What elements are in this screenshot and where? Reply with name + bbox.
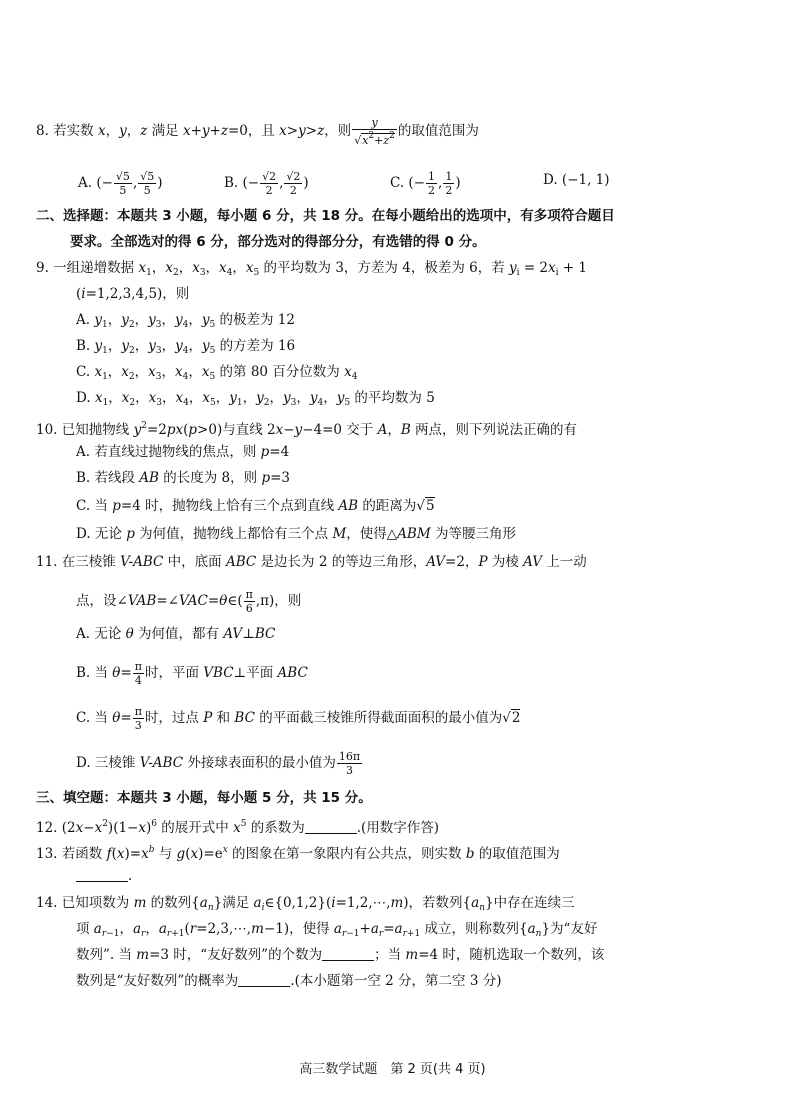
question-14-line4: 数列是“友好数列”的概率为 .(本小题第一空 2 分，第二空 3 分)	[76, 973, 502, 989]
answer-blank[interactable]	[76, 869, 128, 882]
question-11-option-d: D. 三棱锥 V-ABC 外接球表面积的最小值为 $\frac{16\pi}{3}$	[76, 750, 361, 777]
question-14-line1: 14. 已知项数为 m 的数列$\{a_n\}$满足 $a_i\in\{0,1,2\}(i=1,2,\cdots,m)$，若数列$\{a_n\}$中存在连续三	[36, 895, 575, 913]
page-footer: 高三数学试题 第 2 页(共 4 页)	[299, 1062, 486, 1077]
question-9-stem-line2: (i=1,2,3,4,5)，则	[76, 286, 190, 302]
section-2-heading-line2: 要求。全部选对的得 6 分，部分选对的得部分分，有选错的得 0 分。	[70, 234, 486, 250]
question-8-option-c: C. (− $\frac{1}{2}$ , $\frac{1}{2}$ )	[390, 170, 461, 197]
question-10-option-b: B. 若线段 AB 的长度为 8，则 p=3	[76, 470, 290, 486]
question-8-option-b: B. (− $\frac{√2}{2}$ , $\frac{√2}{2}$ )	[224, 170, 309, 197]
question-14-line3: 数列”. 当 m=3 时，“友好数列”的个数为 ；当 m=4 时，随机选取一个数列，该	[76, 947, 605, 963]
question-8-option-d: D. (−1, 1)	[543, 172, 610, 188]
question-8-stem: 8. 若实数 x，y，z 满足 x+y+z=0，且 x>y>z，则 $\frac{y}{√x^2+z^2}$ 的取值范围为	[36, 116, 479, 147]
question-9-option-c: C. $x_1$，$x_2$，$x_3$，$x_4$，$x_5$ 的第 80 百分位数为 $x_4$	[76, 364, 358, 382]
question-13-line2: .	[76, 866, 132, 886]
question-10-option-a: A. 若直线过抛物线的焦点，则 p=4	[76, 444, 290, 460]
answer-blank[interactable]	[305, 821, 357, 834]
question-10-option-d: D. 无论 p 为何值，抛物线上都恰有三个点 M，使得△ABM 为等腰三角形	[76, 526, 516, 542]
question-9-option-d: D. $x_1$，$x_2$，$x_3$，$x_4$，$x_5$，$y_1$，$y_2$，$y_3$，$y_4$，$y_5$ 的平均数为 5	[76, 390, 435, 408]
question-11-stem-line2: 点，设∠VAB=∠VAC=θ∈( $\frac{\pi}{6}$ ,π)，则	[76, 588, 302, 615]
question-14-line2: 项 $a_{r-1}$，$a_r$，$a_{r+1}(r=2,3,\cdots,m-1)$，使得 $a_{r-1}+a_r=a_{r+1}$ 成立，则称数列$\{a_n\}$为“友好	[76, 921, 598, 939]
question-9-option-a: A. $y_1$，$y_2$，$y_3$，$y_4$，$y_5$ 的极差为 12	[76, 312, 295, 330]
question-12: 12. $(2x-x^2)(1-x)^6$ 的展开式中 $x^5$ 的系数为 .(用数字作答)	[36, 819, 440, 836]
question-8-option-a: A. (− $\frac{√5}{5}$ , $\frac{√5}{5}$ )	[78, 170, 163, 197]
question-10-option-c: C. 当 p=4 时，抛物线上恰有三个点到直线 AB 的距离为√5	[76, 498, 435, 514]
section-3-heading: 三、填空题：本题共 3 小题，每小题 5 分，共 15 分。	[36, 790, 372, 806]
section-2-heading-line1: 二、选择题：本题共 3 小题，每小题 6 分，共 18 分。在每小题给出的选项中，有多项符合题目	[36, 208, 615, 224]
question-11-option-a: A. 无论 θ 为何值，都有 AV⊥BC	[76, 626, 276, 642]
answer-blank[interactable]	[322, 948, 374, 961]
question-11-option-b: B. 当 θ= $\frac{\pi}{4}$ 时，平面 VBC⊥平面 ABC	[76, 660, 308, 687]
question-11-stem-line1: 11. 在三棱锥 V-ABC 中，底面 ABC 是边长为 2 的等边三角形，AV=2，P 为棱 AV 上一动	[36, 554, 587, 570]
answer-blank[interactable]	[238, 974, 290, 987]
question-13-line1: 13. 若函数 $f(x)=x^b$ 与 $g(x)=e^x$ 的图象在第一象限内有公共点，则实数 b 的取值范围为	[36, 845, 560, 862]
question-9-option-b: B. $y_1$，$y_2$，$y_3$，$y_4$，$y_5$ 的方差为 16	[76, 338, 296, 356]
question-11-option-c: C. 当 θ= $\frac{\pi}{3}$ 时，过点 P 和 BC 的平面截三棱锥所得截面面积的最小值为√2	[76, 705, 521, 732]
question-9-stem-line1: 9. 一组递增数据 $x_1$，$x_2$，$x_3$，$x_4$，$x_5$ 的平均数为 3，方差为 4，极差为 6，若 $y_i = 2x_i + 1$	[36, 260, 588, 278]
question-10-stem: 10. 已知抛物线 $y^2=2px(p>0)$与直线 2x−y−4=0 交于 A，B 两点，则下列说法正确的有	[36, 421, 578, 438]
